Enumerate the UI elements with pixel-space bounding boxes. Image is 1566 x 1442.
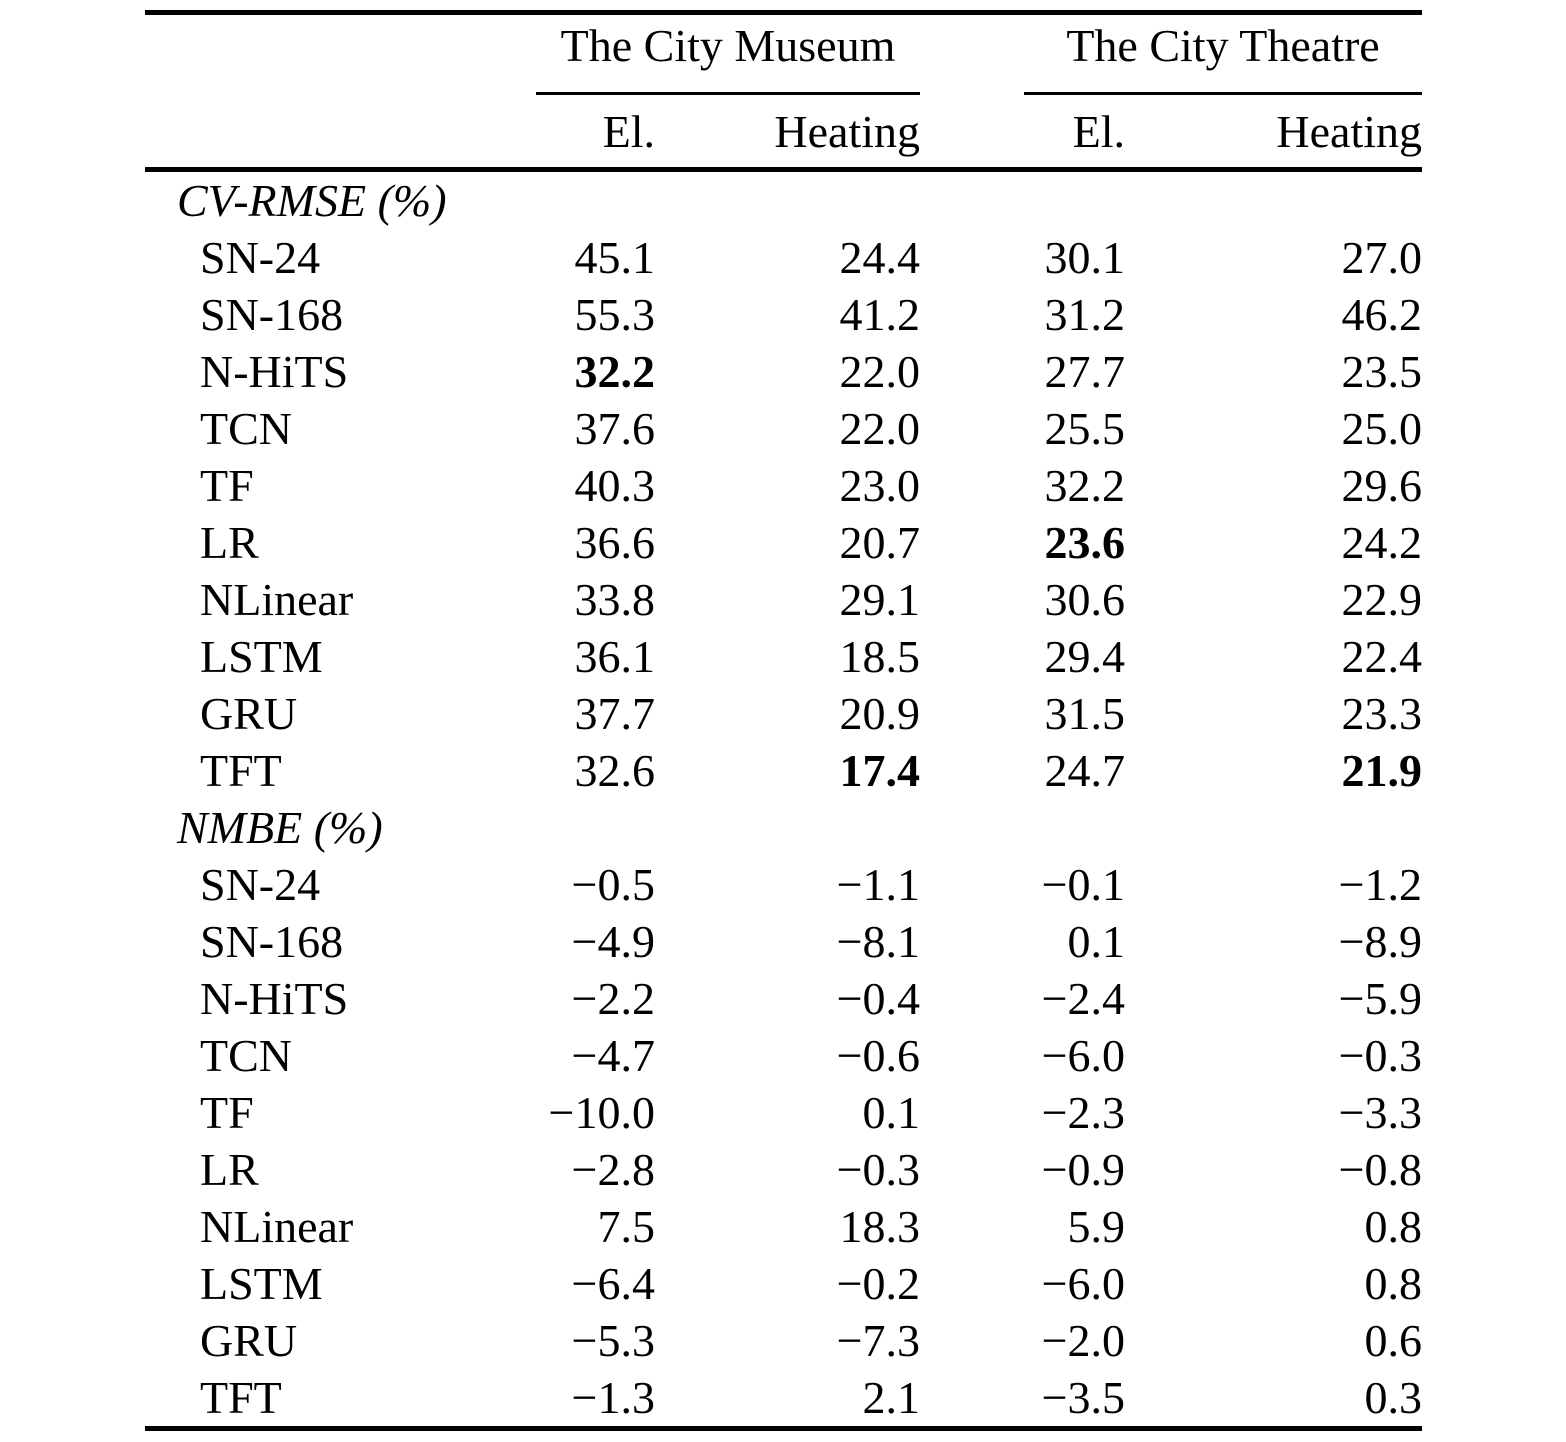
table-row bbox=[145, 856, 1422, 913]
column-group-label: The City Museum bbox=[560, 20, 896, 71]
model-name: LR bbox=[200, 517, 259, 568]
value-cell: 7.5 bbox=[597, 1201, 655, 1252]
value-cell: 37.7 bbox=[574, 688, 655, 739]
value-cell: −0.1 bbox=[1041, 859, 1126, 910]
value-cell: 22.4 bbox=[1341, 631, 1423, 682]
value-cell: 0.6 bbox=[1364, 1315, 1423, 1366]
section-header-row bbox=[145, 799, 1422, 856]
value-cell: 24.7 bbox=[1044, 745, 1126, 796]
section-label: NMBE (%) bbox=[177, 802, 383, 853]
value-cell: 20.7 bbox=[839, 517, 921, 568]
value-cell: 0.1 bbox=[1067, 916, 1126, 967]
value-cell: 27.0 bbox=[1341, 232, 1423, 283]
value-cell: −0.3 bbox=[1338, 1030, 1423, 1081]
value-cell: 20.9 bbox=[839, 688, 921, 739]
table-row bbox=[145, 970, 1422, 1027]
model-name: TCN bbox=[200, 1030, 292, 1081]
value-cell: −10.0 bbox=[548, 1087, 655, 1138]
value-cell: 22.0 bbox=[839, 346, 921, 397]
table-row bbox=[145, 1084, 1422, 1141]
model-name: NLinear bbox=[200, 1201, 354, 1252]
model-name: GRU bbox=[200, 1315, 298, 1366]
value-cell: −0.3 bbox=[836, 1144, 921, 1195]
empty-header-cell bbox=[145, 15, 475, 95]
model-name: LSTM bbox=[200, 1258, 323, 1309]
value-cell: 18.3 bbox=[839, 1201, 921, 1252]
value-cell: −1.2 bbox=[1338, 859, 1423, 910]
table-row bbox=[145, 628, 1422, 685]
section-label: CV-RMSE (%) bbox=[177, 175, 447, 226]
value-cell: 22.9 bbox=[1341, 574, 1423, 625]
value-cell: −2.3 bbox=[1041, 1087, 1126, 1138]
value-cell: 55.3 bbox=[574, 289, 655, 340]
value-cell: −0.2 bbox=[836, 1258, 921, 1309]
col-header-museum-heating: Heating bbox=[655, 95, 920, 170]
value-cell: 31.2 bbox=[1044, 289, 1126, 340]
value-cell: −1.1 bbox=[836, 859, 921, 910]
value-cell: −2.2 bbox=[571, 973, 655, 1024]
value-cell: 25.5 bbox=[1044, 403, 1126, 454]
value-cell: 0.8 bbox=[1364, 1258, 1423, 1309]
model-name: SN-168 bbox=[200, 289, 344, 340]
table-row bbox=[145, 286, 1422, 343]
value-cell: 23.3 bbox=[1341, 688, 1423, 739]
value-cell: 23.5 bbox=[1341, 346, 1423, 397]
value-cell: −8.1 bbox=[836, 916, 921, 967]
value-cell: −2.0 bbox=[1041, 1315, 1126, 1366]
value-cell: 32.6 bbox=[574, 745, 655, 796]
value-cell: 45.1 bbox=[574, 232, 655, 283]
value-cell: 2.1 bbox=[862, 1372, 921, 1423]
value-cell: −5.3 bbox=[571, 1315, 655, 1366]
value-cell: 29.1 bbox=[839, 574, 921, 625]
model-name: SN-24 bbox=[200, 859, 321, 910]
column-group-museum bbox=[475, 15, 920, 95]
value-cell: 32.2 bbox=[1044, 460, 1126, 511]
model-name: TF bbox=[200, 460, 254, 511]
model-name: TF bbox=[200, 1087, 254, 1138]
value-cell: −0.5 bbox=[571, 859, 655, 910]
value-cell: −2.4 bbox=[1041, 973, 1126, 1024]
value-cell: 0.3 bbox=[1364, 1372, 1423, 1423]
section-header-row bbox=[145, 170, 1422, 230]
model-name: TFT bbox=[200, 745, 282, 796]
column-group-label: The City Theatre bbox=[1066, 20, 1380, 71]
table-row bbox=[145, 1141, 1422, 1198]
table-row bbox=[145, 1255, 1422, 1312]
table-row bbox=[145, 1369, 1422, 1426]
value-cell: −0.9 bbox=[1041, 1144, 1126, 1195]
table-row bbox=[145, 685, 1422, 742]
results-table bbox=[145, 10, 1422, 1431]
value-cell: 23.6 bbox=[1044, 517, 1126, 568]
value-cell: −0.6 bbox=[836, 1030, 921, 1081]
value-cell: −8.9 bbox=[1338, 916, 1423, 967]
value-cell: −0.4 bbox=[836, 973, 921, 1024]
value-cell: −6.0 bbox=[1041, 1258, 1126, 1309]
model-name: TFT bbox=[200, 1372, 282, 1423]
model-name: TCN bbox=[200, 403, 292, 454]
col-header-museum-el: El. bbox=[475, 95, 655, 170]
value-cell: 32.2 bbox=[574, 346, 655, 397]
value-cell: 21.9 bbox=[1341, 745, 1423, 796]
value-cell: 41.2 bbox=[839, 289, 921, 340]
model-name: SN-168 bbox=[200, 916, 344, 967]
metrics-table bbox=[145, 15, 1422, 1426]
table-row bbox=[145, 913, 1422, 970]
table-row bbox=[145, 457, 1422, 514]
value-cell: 23.0 bbox=[839, 460, 921, 511]
value-cell: −4.9 bbox=[571, 916, 655, 967]
value-cell: 31.5 bbox=[1044, 688, 1126, 739]
value-cell: 30.1 bbox=[1044, 232, 1126, 283]
table-row bbox=[145, 514, 1422, 571]
value-cell: −4.7 bbox=[571, 1030, 655, 1081]
col-header-theatre-el: El. bbox=[920, 95, 1125, 170]
table-row bbox=[145, 1198, 1422, 1255]
value-cell: −0.8 bbox=[1338, 1144, 1423, 1195]
value-cell: 29.6 bbox=[1341, 460, 1423, 511]
model-name: N-HiTS bbox=[200, 973, 349, 1024]
value-cell: 17.4 bbox=[839, 745, 921, 796]
value-cell: −6.4 bbox=[571, 1258, 655, 1309]
value-cell: 36.1 bbox=[574, 631, 655, 682]
table-row bbox=[145, 742, 1422, 799]
value-cell: 40.3 bbox=[574, 460, 655, 511]
value-cell: 18.5 bbox=[839, 631, 921, 682]
table-row bbox=[145, 571, 1422, 628]
model-name: NLinear bbox=[200, 574, 354, 625]
value-cell: 36.6 bbox=[574, 517, 655, 568]
model-name: N-HiTS bbox=[200, 346, 349, 397]
col-header-theatre-heating: Heating bbox=[1125, 95, 1422, 170]
value-cell: 22.0 bbox=[839, 403, 921, 454]
model-name: LR bbox=[200, 1144, 259, 1195]
empty-header-cell bbox=[145, 95, 475, 170]
column-group-header-row bbox=[145, 15, 1422, 95]
model-name: LSTM bbox=[200, 631, 323, 682]
table-row bbox=[145, 343, 1422, 400]
value-cell: 27.7 bbox=[1044, 346, 1126, 397]
value-cell: −1.3 bbox=[571, 1372, 655, 1423]
model-name: GRU bbox=[200, 688, 298, 739]
table-row bbox=[145, 1312, 1422, 1369]
value-cell: 24.2 bbox=[1341, 517, 1423, 568]
table-row bbox=[145, 229, 1422, 286]
table-row bbox=[145, 400, 1422, 457]
table-row bbox=[145, 1027, 1422, 1084]
value-cell: −5.9 bbox=[1338, 973, 1423, 1024]
value-cell: −3.3 bbox=[1338, 1087, 1423, 1138]
value-cell: −6.0 bbox=[1041, 1030, 1126, 1081]
sub-header-row bbox=[145, 95, 1422, 170]
value-cell: 0.8 bbox=[1364, 1201, 1423, 1252]
value-cell: 46.2 bbox=[1341, 289, 1423, 340]
value-cell: −2.8 bbox=[571, 1144, 655, 1195]
value-cell: 30.6 bbox=[1044, 574, 1126, 625]
value-cell: 0.1 bbox=[862, 1087, 921, 1138]
value-cell: 5.9 bbox=[1067, 1201, 1126, 1252]
value-cell: 24.4 bbox=[839, 232, 921, 283]
column-group-theatre bbox=[920, 15, 1422, 95]
model-name: SN-24 bbox=[200, 232, 321, 283]
value-cell: 29.4 bbox=[1044, 631, 1126, 682]
value-cell: 33.8 bbox=[574, 574, 655, 625]
value-cell: 25.0 bbox=[1341, 403, 1423, 454]
value-cell: −7.3 bbox=[836, 1315, 921, 1366]
value-cell: −3.5 bbox=[1041, 1372, 1126, 1423]
value-cell: 37.6 bbox=[574, 403, 655, 454]
